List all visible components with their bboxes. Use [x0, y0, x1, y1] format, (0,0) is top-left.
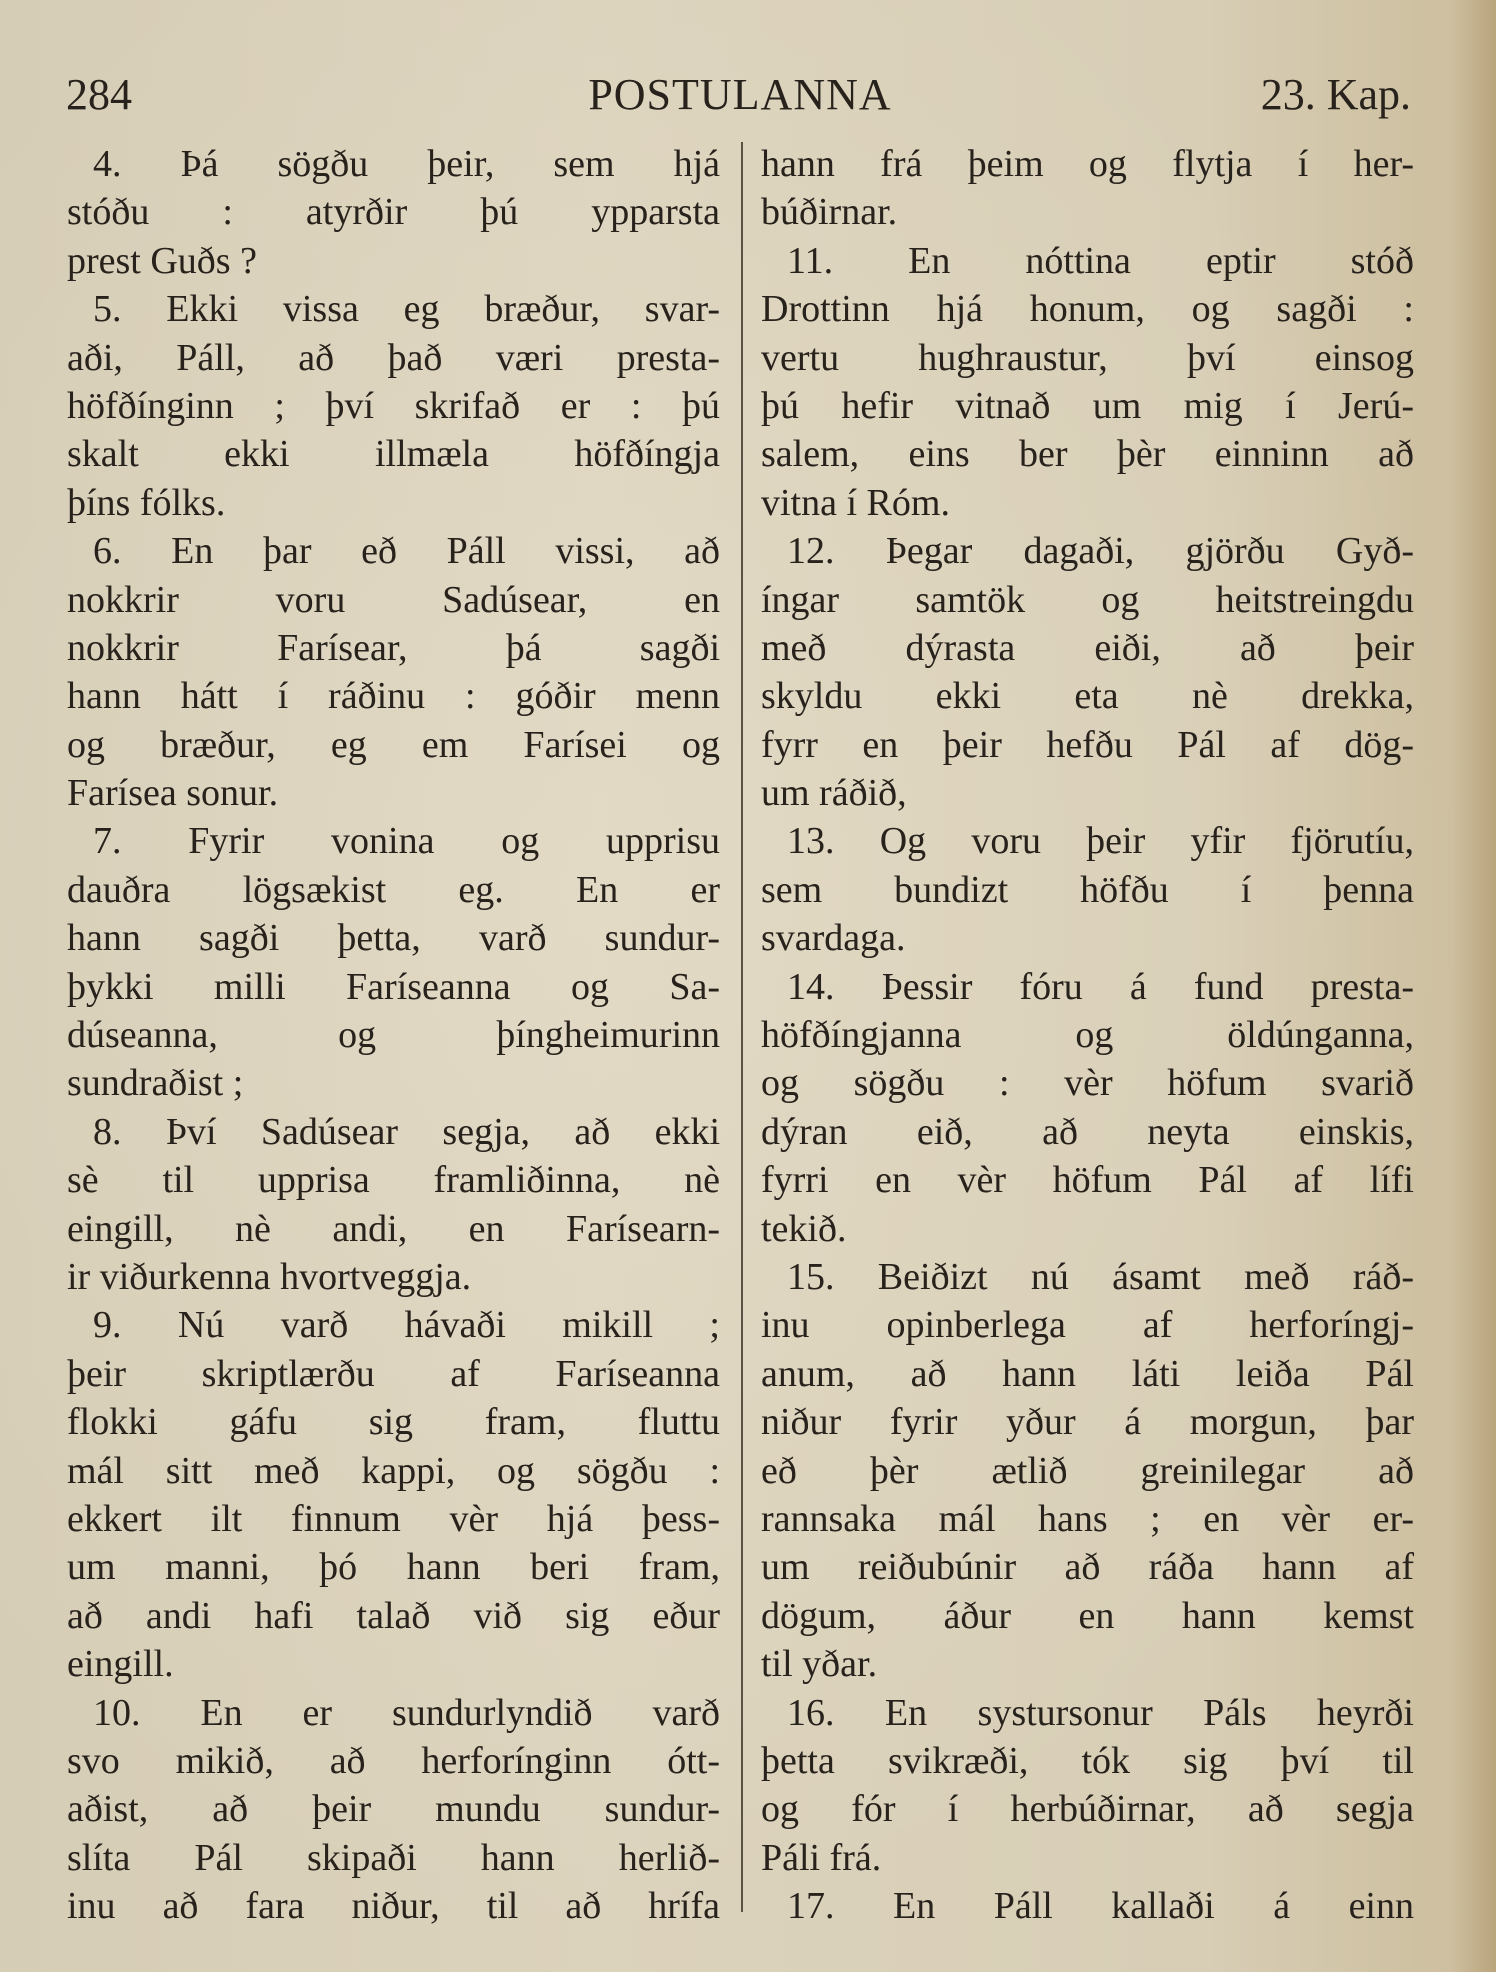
verse [67, 140, 720, 285]
text-line: þíns fólks. [67, 481, 226, 524]
text-line: og sögðu : vèr höfum svarið [761, 1062, 1414, 1105]
text-line: prest Guðs ? [67, 239, 257, 282]
verse [761, 237, 1414, 527]
text-line: dögum, áður en hann kemst [761, 1594, 1414, 1637]
verse [761, 527, 1414, 817]
text-line: hann hátt í ráðinu : góðir menn [67, 675, 720, 718]
text-line: höfðíngjanna og öldúnganna, [761, 1014, 1414, 1057]
text-line: salem, eins ber þèr einninn að [761, 433, 1414, 476]
text-line: höfðínginn ; því skrifað er : þú [67, 384, 720, 427]
verse [761, 963, 1414, 1253]
text-line: aðist, að þeir mundu sundur- [67, 1788, 720, 1831]
text-line: flokki gáfu sig fram, fluttu [67, 1401, 720, 1444]
text-line: inu opinberlega af herforíngj- [761, 1304, 1414, 1347]
text-line: þykki milli Faríseanna og Sa- [67, 965, 720, 1008]
text-line: skyldu ekki eta nè drekka, [761, 675, 1414, 718]
text-line: aði, Páll, að það væri presta- [67, 336, 720, 379]
text-line: um reiðubúnir að ráða hann af [761, 1546, 1414, 1589]
verse [761, 1689, 1414, 1883]
text-line: 9. Nú varð hávaði mikill ; [93, 1304, 720, 1347]
text-line: eð þèr ætlið greinilegar að [761, 1449, 1414, 1492]
text-line: skalt ekki illmæla höfðíngja [67, 433, 720, 476]
text-line: þú hefir vitnað um mig í Jerú- [761, 384, 1414, 427]
text-line: og fór í herbúðirnar, að segja [761, 1788, 1414, 1831]
verse [761, 817, 1414, 962]
left-column [67, 140, 720, 1930]
right-column [761, 140, 1414, 1930]
text-line: þeir skriptlærðu af Faríseanna [67, 1352, 720, 1395]
verse [67, 285, 720, 527]
text-line: eingill. [67, 1643, 174, 1686]
verse [761, 1253, 1414, 1689]
text-line: dauðra lögsækist eg. En er [67, 868, 720, 911]
running-title: POSTULANNA [588, 70, 892, 119]
text-line: til yðar. [761, 1643, 878, 1686]
text-line: Drottinn hjá honum, og sagði : [761, 288, 1414, 331]
text-line: 5. Ekki vissa eg bræður, svar- [93, 288, 720, 331]
text-line: og bræður, eg em Farísei og [67, 723, 720, 766]
text-line: 8. Því Sadúsear segja, að ekki [93, 1110, 720, 1153]
verse [67, 527, 720, 817]
text-line: 14. Þessir fóru á fund presta- [787, 965, 1414, 1008]
text-line: með dýrasta eiði, að þeir [761, 626, 1414, 669]
verse [761, 1882, 1414, 1930]
text-line: nokkrir voru Sadúsear, en [67, 578, 720, 621]
text-line: sem bundizt höfðu í þenna [761, 868, 1414, 911]
text-line: svo mikið, að herforínginn ótt- [67, 1739, 720, 1782]
text-line: hann sagði þetta, varð sundur- [67, 917, 720, 960]
verse [67, 1689, 720, 1931]
text-line: fyrri en vèr höfum Pál af lífi [761, 1159, 1414, 1202]
page-number: 284 [66, 70, 132, 119]
text-line: inu að fara niður, til að hrífa [67, 1885, 720, 1928]
text-line: íngar samtök og heitstreingdu [761, 578, 1414, 621]
text-line: hann frá þeim og flytja í her- [761, 143, 1414, 185]
text-line: þetta svikræði, tók sig því til [761, 1739, 1414, 1782]
text-line: nokkrir Farísear, þá sagði [67, 626, 720, 669]
text-line: 6. En þar eð Páll vissi, að [93, 530, 720, 573]
text-line: um manni, þó hann beri fram, [67, 1546, 720, 1589]
text-line: slíta Pál skipaði hann herlið- [67, 1836, 720, 1879]
text-line: 17. En Páll kallaði á einn [787, 1885, 1414, 1928]
text-line: dýran eið, að neyta einskis, [761, 1110, 1414, 1153]
text-line: tekið. [761, 1207, 847, 1250]
text-line: ir viðurkenna hvortveggja. [67, 1255, 472, 1298]
verse [761, 140, 1414, 237]
column-divider [741, 142, 743, 1912]
text-line: 11. En nóttina eptir stóð [787, 239, 1414, 282]
text-line: niður fyrir yður á morgun, þar [761, 1401, 1414, 1444]
verse [67, 1301, 720, 1688]
text-line: sè til upprisa framliðinna, nè [67, 1159, 720, 1202]
text-line: svardaga. [761, 917, 906, 960]
text-line: vertu hughraustur, því einsog [761, 336, 1414, 379]
text-line: eingill, nè andi, en Farísearn- [67, 1207, 720, 1250]
text-line: fyrr en þeir hefðu Pál af dög- [761, 723, 1414, 766]
text-line: 15. Beiðizt nú ásamt með ráð- [787, 1255, 1414, 1298]
text-line: ekkert ilt finnum vèr hjá þess- [67, 1497, 720, 1540]
text-line: 16. En systursonur Páls heyrði [787, 1691, 1414, 1734]
text-line: 7. Fyrir vonina og upprisu [93, 820, 720, 863]
chapter-label: 23. Kap. [1260, 70, 1411, 119]
text-line: að andi hafi talað við sig eður [67, 1594, 720, 1637]
text-line: búðirnar. [761, 191, 898, 234]
text-line: rannsaka mál hans ; en vèr er- [761, 1497, 1414, 1540]
text-line: 10. En er sundurlyndið varð [93, 1691, 720, 1734]
text-line: mál sitt með kappi, og sögðu : [67, 1449, 720, 1492]
text-line: anum, að hann láti leiða Pál [761, 1352, 1414, 1395]
text-line: Páli frá. [761, 1836, 882, 1879]
text-line: stóðu : atyrðir þú ypparsta [67, 191, 720, 234]
text-line: 4. Þá sögðu þeir, sem hjá [93, 143, 720, 185]
text-line: 12. Þegar dagaði, gjörðu Gyð- [787, 530, 1414, 573]
text-line: um ráðið, [761, 772, 907, 815]
text-line: vitna í Róm. [761, 481, 950, 524]
text-line: dúseanna, og þíngheimurinn [67, 1014, 720, 1057]
verse [67, 1108, 720, 1302]
text-line: sundraðist ; [67, 1062, 244, 1105]
verse [67, 817, 720, 1107]
text-line: 13. Og voru þeir yfir fjörutíu, [787, 820, 1414, 863]
text-line: Farísea sonur. [67, 772, 279, 815]
